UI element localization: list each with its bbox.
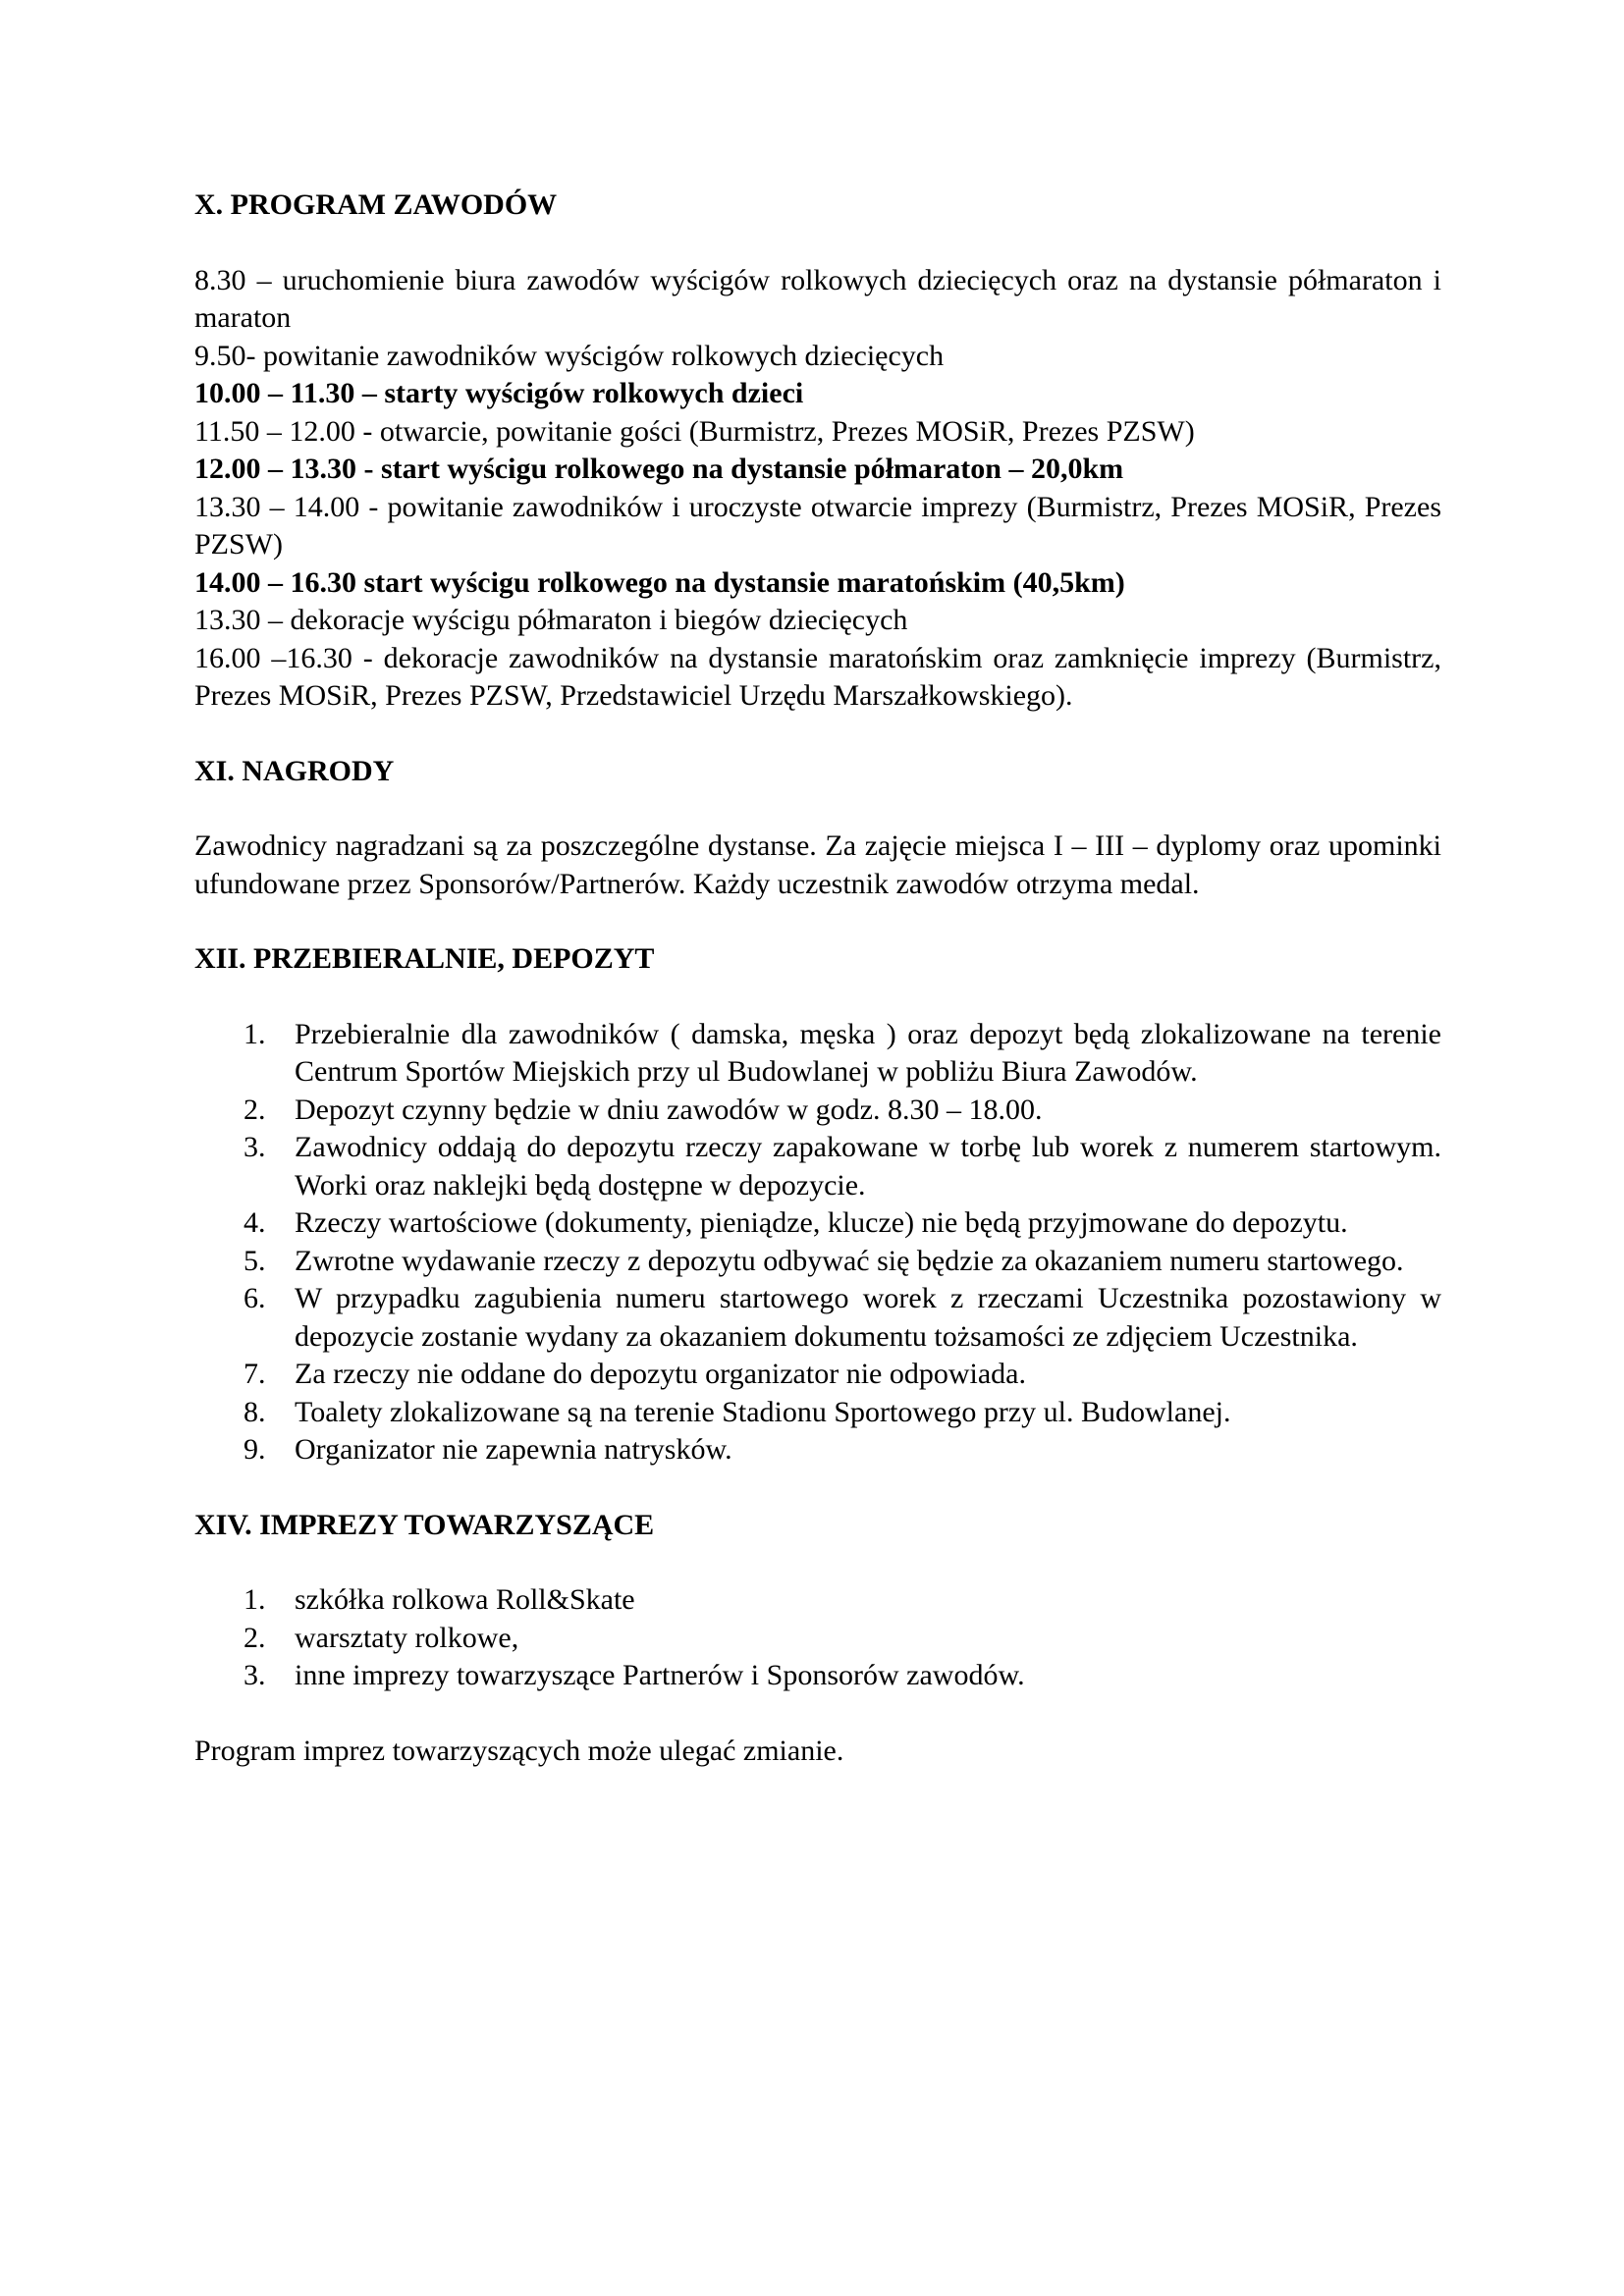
program-schedule [194,262,1441,716]
list-item: 9. Organizator nie zapewnia natrysków. [244,1433,732,1466]
schedule-line: 16.00 –16.30 - dekoracje zawodników na dystansie maratońskim oraz zamknięcie imprezy (Burmistrz, Prezes MOSiR, Prezes PZSW, Przedstawiciel Urzędu Marszałkowskiego). [194,641,1441,712]
imprezy-list [194,1581,1441,1695]
list-item: 3. Zawodnicy oddają do depozytu rzeczy zapakowane w torbę lub worek z numerem startowym. Worki oraz naklejki będą dostępne w depozycie. [244,1131,1441,1201]
imprezy-footer-note: Program imprez towarzyszących może ulegać zmianie. [194,1734,844,1767]
schedule-line-highlight: 12.00 – 13.30 - start wyścigu rolkowego na dystansie półmaraton – 20,0km [194,453,1124,485]
list-item: 8. Toalety zlokalizowane są na terenie Stadionu Sportowego przy ul. Budowlanej. [244,1395,1231,1428]
section-heading-program: X. PROGRAM ZAWODÓW [194,188,558,221]
nagrody-paragraph: Zawodnicy nagradzani są za poszczególne dystanse. Za zajęcie miejsca I – III – dyplomy oraz upominki ufundowane przez Sponsorów/Partnerów. Każdy uczestnik zawodów otrzyma medal. [194,829,1441,900]
list-item: 6. W przypadku zagubienia numeru startowego worek z rzeczami Uczestnika pozostawiony w depozycie zostanie wydany za okazaniem dokumentu tożsamości ze zdjęciem Uczestnika. [244,1282,1441,1353]
list-item: 7. Za rzeczy nie oddane do depozytu organizator nie odpowiada. [244,1358,1026,1390]
schedule-line: 9.50- powitanie zawodników wyścigów rolkowych dziecięcych [194,339,945,372]
list-item: 1. szkółka rolkowa Roll&Skate [244,1583,635,1616]
list-item: 4. Rzeczy wartościowe (dokumenty, pieniądze, klucze) nie będą przyjmowane do depozytu. [244,1206,1348,1239]
schedule-line-highlight: 14.00 – 16.30 start wyścigu rolkowego na dystansie maratońskim (40,5km) [194,565,1125,599]
list-item: 2. Depozyt czynny będzie w dniu zawodów w godz. 8.30 – 18.00. [244,1093,1043,1126]
schedule-line: 11.50 – 12.00 - otwarcie, powitanie gości (Burmistrz, Prezes MOSiR, Prezes PZSW) [194,414,1195,448]
list-item: 2. warsztaty rolkowe, [244,1621,519,1654]
schedule-line: 13.30 – dekoracje wyścigu półmaraton i biegów dziecięcych [194,604,908,636]
document-page [194,187,1441,1770]
przebieralnie-list [194,1016,1441,1469]
schedule-line: 8.30 – uruchomienie biura zawodów wyścigów rolkowych dziecięcych oraz na dystansie półmaraton i maraton [194,263,1441,334]
schedule-line-highlight: 10.00 – 11.30 – starty wyścigów rolkowych dzieci [194,377,804,409]
section-heading-nagrody: XI. NAGRODY [194,754,395,787]
list-item: 3. inne imprezy towarzyszące Partnerów i Sponsorów zawodów. [244,1659,1025,1691]
section-heading-imprezy: XIV. IMPREZY TOWARZYSZĄCE [194,1508,655,1541]
section-heading-przebieralnie: XII. PRZEBIERALNIE, DEPOZYT [194,942,655,975]
schedule-line: 13.30 – 14.00 - powitanie zawodników i uroczyste otwarcie imprezy (Burmistrz, Prezes MOSiR, Prezes PZSW) [194,490,1441,561]
list-item: 1. Przebieralnie dla zawodników ( damska, męska ) oraz depozyt będą zlokalizowane na terenie Centrum Sportów Miejskich przy ul Budowlanej w pobliżu Biura Zawodów. [244,1017,1441,1088]
list-item: 5. Zwrotne wydawanie rzeczy z depozytu odbywać się będzie za okazaniem numeru startowego. [244,1244,1404,1277]
